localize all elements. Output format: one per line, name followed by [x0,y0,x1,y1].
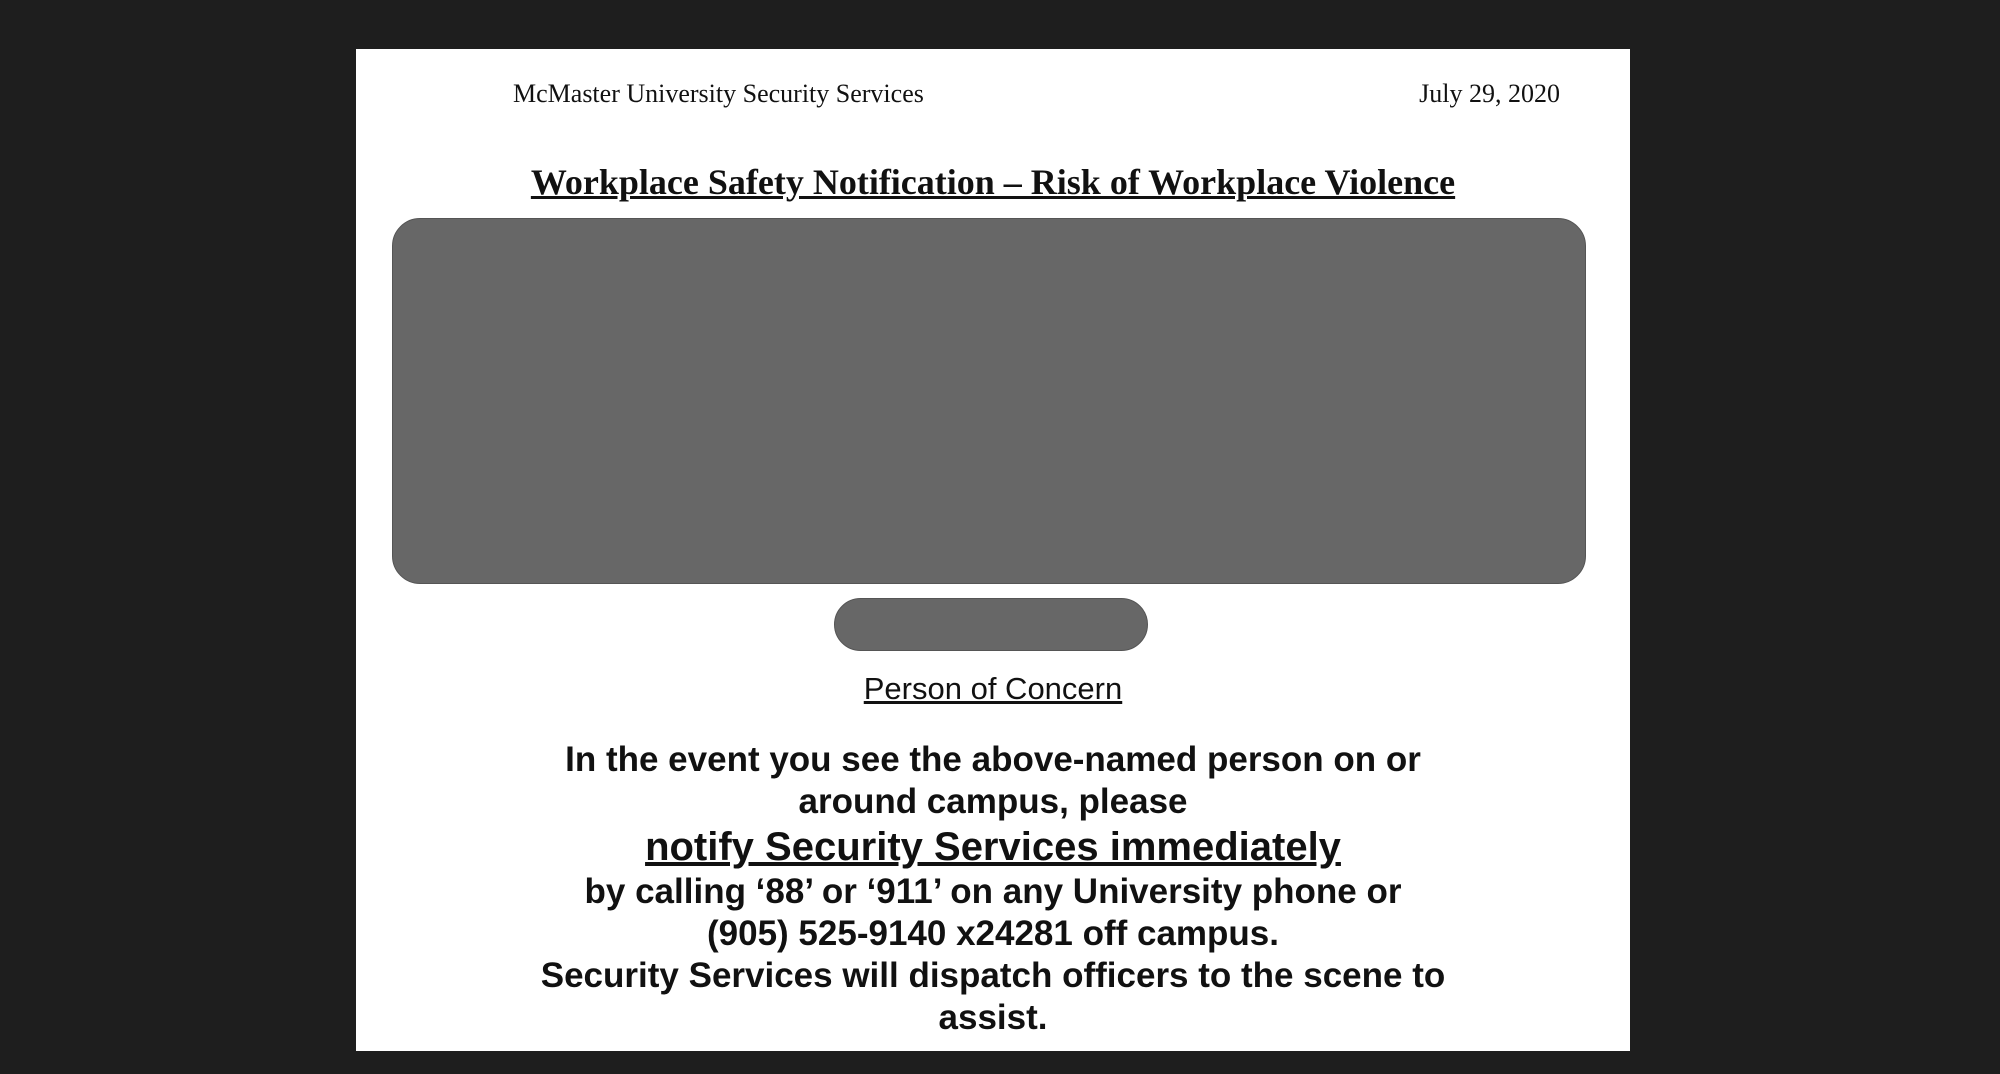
page-title: Workplace Safety Notification – Risk of Workplace Violence [530,162,1456,202]
notice-emphasis: notify Security Services immediately [645,825,1341,869]
document-page [356,49,1630,1051]
notice-date: July 29, 2020 [1419,79,1560,108]
notice-line: Security Services will dispatch officers to the scene to [540,956,1446,995]
notice-line: In the event you see the above-named person on or [565,740,1421,779]
notice-line: around campus, please [798,782,1188,821]
organization-name: McMaster University Security Services [513,79,924,108]
redacted-name-block [834,598,1148,651]
notice-line: by calling ‘88’ or ‘911’ on any University phone or [584,872,1402,911]
person-of-concern-caption: Person of Concern [863,671,1123,706]
redacted-photo-block [392,218,1586,584]
notice-text [356,739,1630,1039]
notice-line: assist. [938,998,1048,1037]
notice-line: (905) 525-9140 x24281 off campus. [707,914,1279,953]
